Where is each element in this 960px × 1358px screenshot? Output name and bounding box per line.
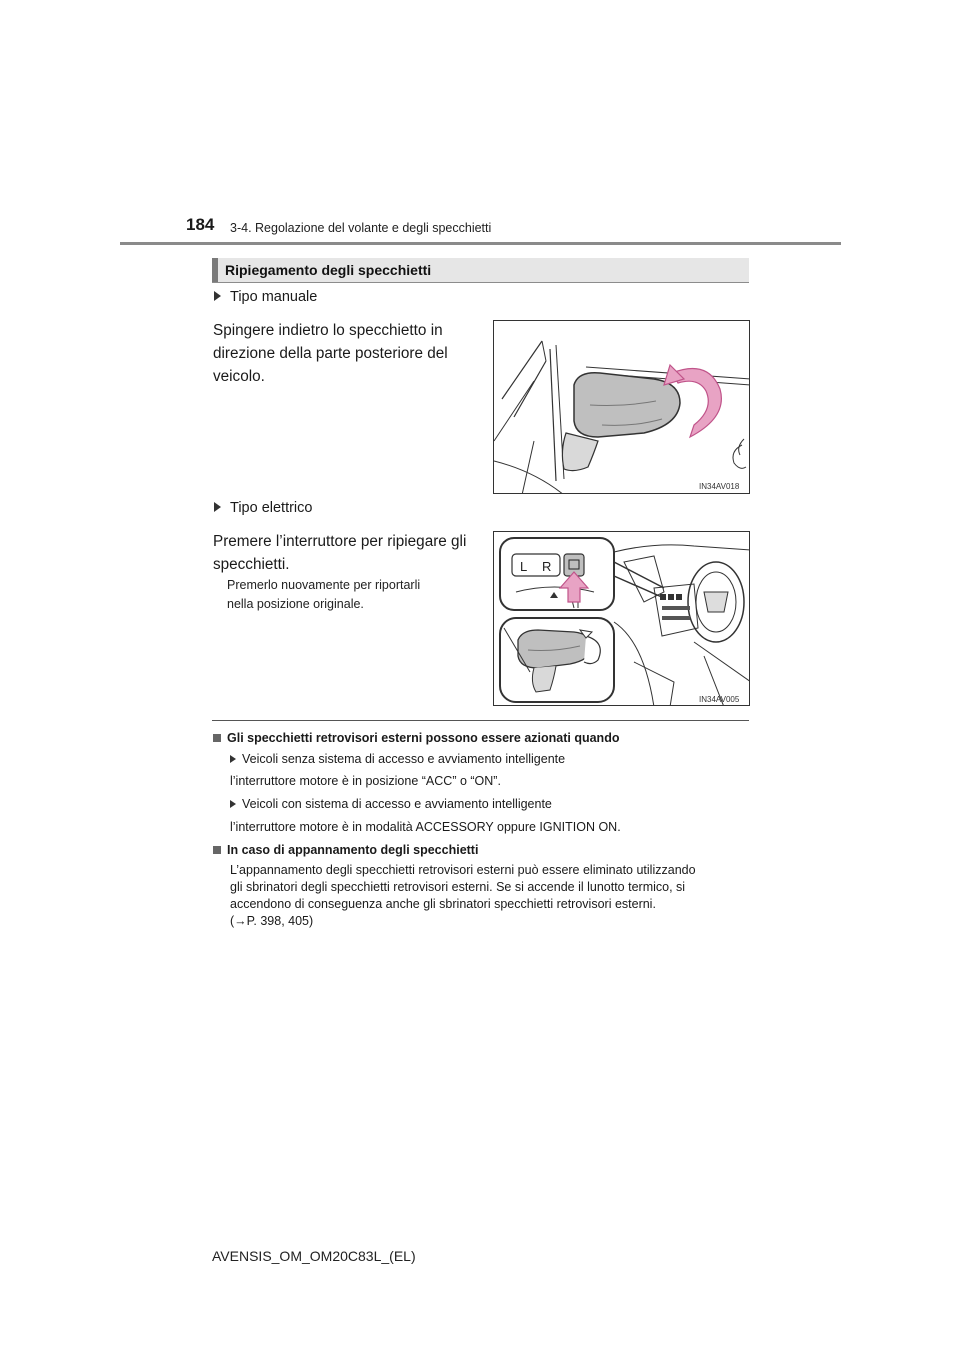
document-code: AVENSIS_OM_OM20C83L_(EL) <box>212 1248 416 1264</box>
triangle-bullet-icon <box>230 800 236 808</box>
manual-type-text: Tipo manuale <box>230 289 318 305</box>
section-accent <box>212 258 218 282</box>
section-heading-bar <box>212 258 749 283</box>
manual-mirror-figure <box>493 320 750 494</box>
note-heading-fogging <box>213 843 478 857</box>
note-case-text: l’interruttore motore è in posizione “ACC” o “ON”. <box>230 774 501 788</box>
manual-mirror-illustration <box>494 321 750 494</box>
switch-left-label: L <box>520 559 528 574</box>
triangle-bullet-icon <box>214 502 221 512</box>
instruction-line: Spingere indietro lo specchietto in <box>213 322 443 339</box>
page-number: 184 <box>186 215 215 234</box>
note-case-with-smart-entry <box>230 797 552 811</box>
note-case-without-smart-entry <box>230 752 565 766</box>
manual-type-label <box>214 289 317 305</box>
electric-type-instruction <box>213 530 477 576</box>
section-title: Ripiegamento degli specchietti <box>225 262 432 278</box>
note-fogging-paragraph <box>230 862 749 930</box>
triangle-bullet-icon <box>214 291 221 301</box>
chapter-title: 3-4. Regolazione del volante e degli specchietti <box>230 221 492 235</box>
electric-type-text: Tipo elettrico <box>230 500 313 516</box>
header-divider <box>120 242 841 245</box>
paragraph-line: gli sbrinatori degli specchietti retrovisori esterni. Se si accende il lunotto termico, si <box>230 880 686 894</box>
sub-note-line: Premerlo nuovamente per riportarli <box>227 578 421 592</box>
electric-switch-figure <box>493 531 750 706</box>
instruction-line: specchietti. <box>213 556 290 573</box>
notes-divider <box>212 720 749 721</box>
note-case-label: Veicoli con sistema di accesso e avviamento intelligente <box>242 797 552 811</box>
note-case-label: Veicoli senza sistema di accesso e avviamento intelligente <box>242 752 566 766</box>
electric-type-label <box>214 500 312 516</box>
manual-type-instruction <box>213 319 477 388</box>
electric-type-sub-note <box>227 576 477 614</box>
page-reference-link[interactable]: (→P. 398, 405) <box>230 914 314 928</box>
electric-switch-illustration <box>494 532 750 706</box>
instruction-line: veicolo. <box>213 368 265 385</box>
square-bullet-icon <box>213 734 221 742</box>
note-heading-text: In caso di appannamento degli specchietti <box>227 843 479 857</box>
note-case-text: l’interruttore motore è in modalità ACCESSORY oppure IGNITION ON. <box>230 820 621 834</box>
note-heading-text: Gli specchietti retrovisori esterni possono essere azionati quando <box>227 731 620 745</box>
note-heading-operation <box>213 731 619 745</box>
paragraph-line: accendono di conseguenza anche gli sbrinatori specchietti retrovisori esterni. <box>230 897 656 911</box>
figure-code: IN34AV018 <box>699 482 740 491</box>
instruction-line: Premere l’interruttore per ripiegare gli <box>213 533 467 550</box>
square-bullet-icon <box>213 846 221 854</box>
sub-note-line: nella posizione originale. <box>227 597 364 611</box>
switch-right-label: R <box>542 559 552 574</box>
instruction-line: direzione della parte posteriore del <box>213 345 448 362</box>
paragraph-line: L’appannamento degli specchietti retrovisori esterni può essere eliminato utilizzando <box>230 863 696 877</box>
figure-code: IN34AV005 <box>699 695 740 704</box>
triangle-bullet-icon <box>230 755 236 763</box>
